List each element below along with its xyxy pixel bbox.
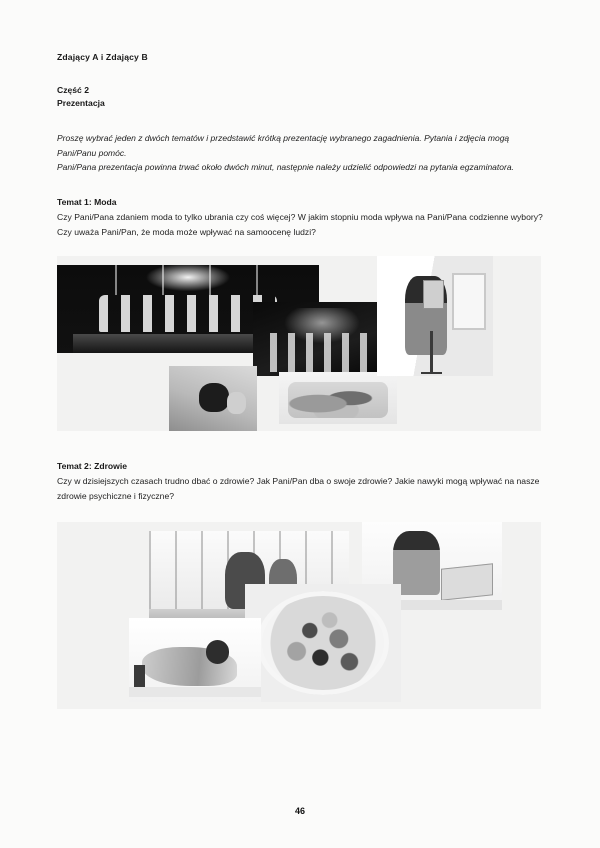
topic-2-title: Temat 2: Zdrowie bbox=[57, 461, 128, 472]
instruction-line-1: Proszę wybrać jeden z dwóch tematów i przedstawić krótką prezentację wybranego zagadnienia. Pytania i zdjęcia mogą Pani/Panu pomóc. bbox=[57, 132, 510, 158]
part-subtitle: Prezentacja bbox=[57, 98, 105, 109]
topic-1-block bbox=[57, 197, 543, 431]
topic-1-title: Temat 1: Moda bbox=[57, 197, 117, 208]
person-in-audience-photo bbox=[169, 366, 257, 431]
part-label: Część 2 bbox=[57, 85, 90, 95]
dark-catwalk-models-photo bbox=[253, 302, 391, 376]
topic-2-block bbox=[57, 461, 543, 709]
instruction-line-2: Pani/Pana prezentacja powinna trwać około dwóch minut, następnie należy udzielić odpowiedzi na pytania egzaminatora. bbox=[57, 162, 514, 173]
page-header-candidates: Zdający A i Zdający B bbox=[57, 52, 148, 62]
topic-2-text: Czy w dzisiejszych czasach trudno dbać o zdrowie? Jak Pani/Pan dba o swoje zdrowie? Jakie nawyki mogą wpływać na nasze zdrowie psychiczne i fizyczne? bbox=[57, 476, 540, 502]
topic-1-image-collage bbox=[57, 256, 541, 431]
healthy-salad-plate-photo bbox=[245, 584, 401, 702]
instructions-block bbox=[57, 131, 543, 176]
page-content bbox=[57, 52, 543, 709]
woman-filming-with-phone-photo bbox=[377, 256, 493, 376]
page-number: 46 bbox=[294, 806, 305, 816]
topic-2-image-collage bbox=[57, 522, 541, 709]
pile-of-clothes-photo bbox=[279, 372, 397, 424]
topic-1-text: Czy Pani/Pana zdaniem moda to tylko ubrania czy coś więcej? W jakim stopniu moda wpływa na Pani/Pana codzienne wybory? Czy uważa Pani/Pan, że moda może wpływać na samoocenę ludzi? bbox=[57, 212, 543, 238]
woman-stretching-on-mat-photo bbox=[129, 618, 261, 702]
part-heading-group bbox=[57, 84, 543, 111]
